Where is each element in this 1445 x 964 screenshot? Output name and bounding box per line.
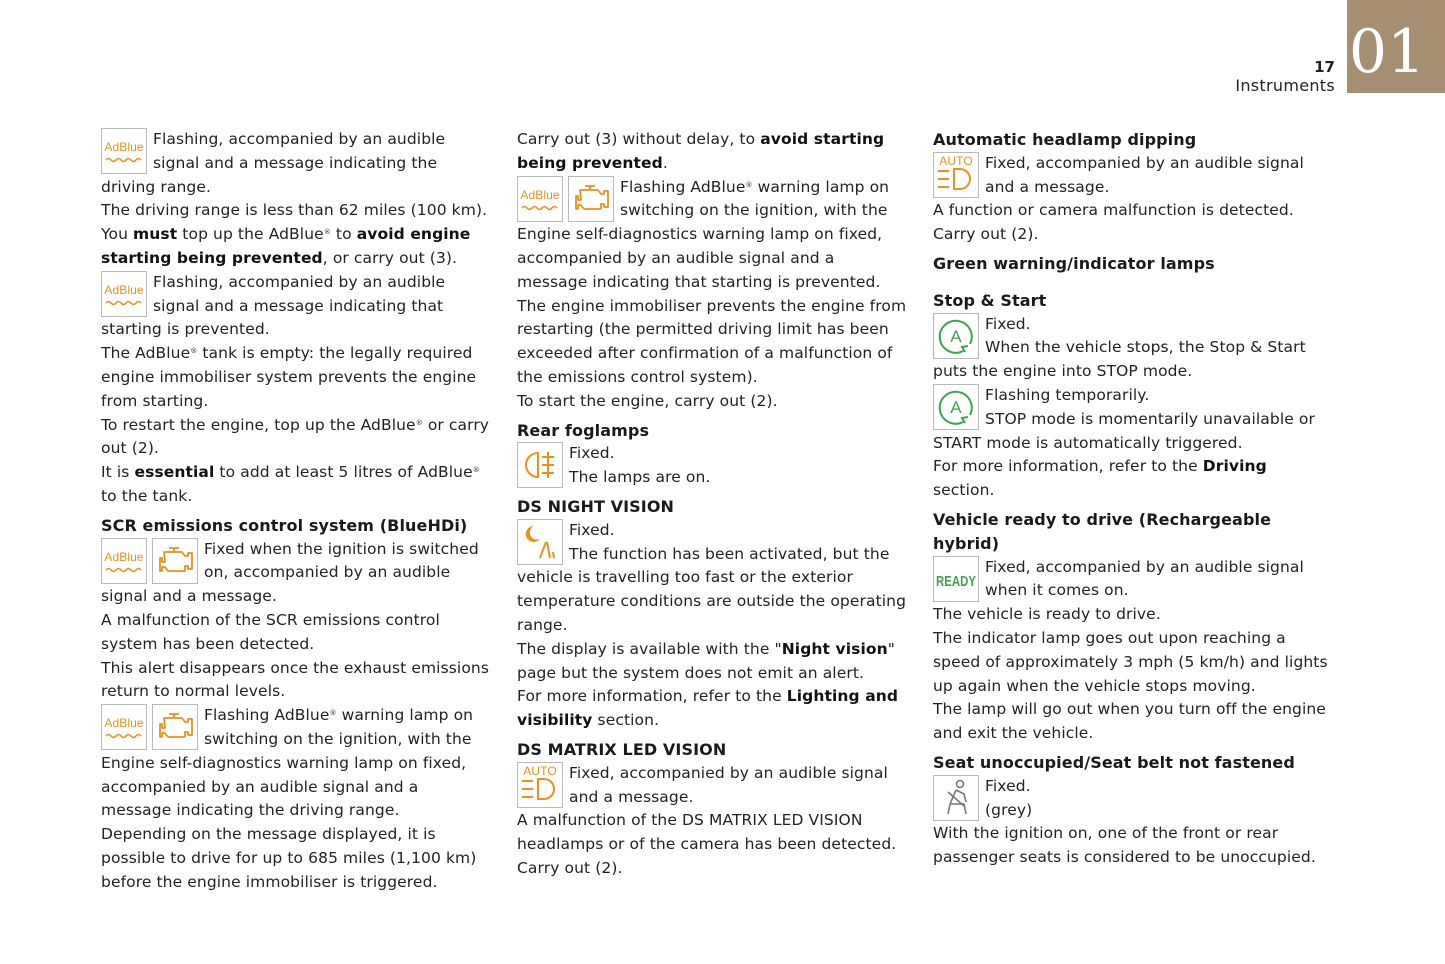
- auto-headlamp-icon: [517, 762, 563, 808]
- nv-activated-text: The function has been activated, but the vehicle is travelling too fast or the exterior temperature conditions are outside the operating range.: [517, 544, 907, 634]
- start-engine-text: To start the engine, carry out (2).: [517, 391, 778, 410]
- icon-group: [101, 704, 198, 750]
- icon-group: [101, 271, 147, 317]
- seat-belt-heading: Seat unoccupied/Seat belt not fastened: [933, 752, 1295, 772]
- adblue-engine-start-text: Flashing AdBlue® warning lamp on switching on the ignition, with the Engine self-diagnostics warning lamp on fixed, accompanied by an audible signal and a message indicating that starting is prevented.: [517, 177, 890, 291]
- ahd-carry-out-text: Carry out (2).: [933, 225, 1039, 244]
- ready-drive-text: The vehicle is ready to drive.: [933, 605, 1161, 624]
- nv-fixed-text: Fixed.: [569, 520, 615, 539]
- svg-text:AdBlue: AdBlue: [104, 716, 144, 731]
- column-3: [933, 128, 1328, 870]
- page-number: 17: [1314, 58, 1335, 76]
- adblue-icon: [101, 538, 147, 584]
- svg-text:AUTO: AUTO: [523, 763, 557, 778]
- tank-empty-text: The AdBlue® tank is empty: the legally required engine immobiliser system prevents the engine from starting.: [101, 344, 477, 410]
- ss-fixed-text: Fixed.: [985, 314, 1031, 333]
- engine-icon: [568, 176, 614, 222]
- matrix-fixed-text: Fixed, accompanied by an audible signal and a message.: [569, 763, 888, 806]
- foglamp-on-text: The lamps are on.: [569, 468, 711, 487]
- ready-turn-off-text: The lamp will go out when you turn off the engine and exit the vehicle.: [933, 700, 1326, 743]
- drive-limit-text: Depending on the message displayed, it is possible to drive for up to 685 miles (1,100 km) before the engine immobiliser is triggered.: [101, 825, 477, 891]
- scr-alert-text: This alert disappears once the exhaust emissions return to normal levels.: [101, 658, 490, 701]
- engine-icon: [152, 538, 198, 584]
- seat-grey-text: (grey): [985, 800, 1033, 819]
- matrix-malfunction-text: A malfunction of the DS MATRIX LED VISION headlamps or of the camera has been detected.: [517, 811, 897, 854]
- ahd-malfunction-text: A function or camera malfunction is detected.: [933, 201, 1294, 220]
- ready-fixed-text: Fixed, accompanied by an audible signal when it comes on.: [985, 557, 1304, 600]
- svg-text:A: A: [950, 397, 962, 417]
- nv-more-info-text: For more information, refer to the Lighting and visibility section.: [517, 687, 899, 730]
- svg-text:A: A: [950, 326, 962, 346]
- engine-icon: [152, 704, 198, 750]
- stop-start-icon: [933, 313, 979, 359]
- stop-start-icon: [933, 384, 979, 430]
- icon-group: [933, 556, 979, 602]
- icon-group: [101, 538, 198, 584]
- ss-unavailable-text: STOP mode is momentarily unavailable or START mode is automatically triggered.: [933, 409, 1315, 452]
- night-vision-heading: DS NIGHT VISION: [517, 496, 675, 516]
- adblue-icon: [101, 271, 147, 317]
- seat-unoccupied-text: With the ignition on, one of the front or rear passenger seats is considered to be unoccupied.: [933, 824, 1316, 867]
- svg-text:AdBlue: AdBlue: [104, 282, 144, 297]
- rear-foglamps-heading: Rear foglamps: [517, 420, 650, 440]
- section-name: Instruments: [1235, 76, 1335, 95]
- seat-fixed-text: Fixed.: [985, 776, 1031, 795]
- carry-out-text: Carry out (3) without delay, to avoid starting being prevented.: [517, 130, 885, 172]
- foglamp-fixed-text: Fixed.: [569, 444, 615, 463]
- ready-heading: Vehicle ready to drive (Rechargeable hybrid): [933, 509, 1272, 553]
- icon-group: [933, 775, 979, 821]
- ready-icon: [933, 556, 979, 602]
- seat-belt-icon: [933, 775, 979, 821]
- adblue-icon: [101, 704, 147, 750]
- essential-text: It is essential to add at least 5 litres of AdBlue® to the tank.: [101, 463, 480, 505]
- stop-start-heading: Stop & Start: [933, 290, 1047, 310]
- icon-group: [933, 384, 979, 430]
- matrix-led-heading: DS MATRIX LED VISION: [517, 739, 727, 759]
- icon-group: [933, 152, 979, 198]
- must-top-up-text: You must top up the AdBlue® to avoid engine starting being prevented, or carry out (3).: [101, 225, 471, 267]
- chapter-number: 01: [1348, 17, 1426, 87]
- matrix-carry-out-text: Carry out (2).: [517, 858, 623, 877]
- adblue-icon: [517, 176, 563, 222]
- ss-more-info-text: For more information, refer to the Driving section.: [933, 457, 1267, 500]
- column-1: [101, 128, 491, 895]
- scr-fixed-text: Fixed when the ignition is switched on, accompanied by an audible signal and a message.: [101, 539, 479, 606]
- scr-malfunction-text: A malfunction of the SCR emissions control system has been detected.: [101, 610, 440, 653]
- ss-stop-mode-text: When the vehicle stops, the Stop & Start puts the engine into STOP mode.: [933, 338, 1306, 381]
- adblue-icon: [101, 128, 147, 174]
- rear-foglamp-icon: [517, 442, 563, 488]
- chapter-tab: [1347, 0, 1445, 93]
- svg-text:AdBlue: AdBlue: [104, 140, 144, 154]
- column-2: [517, 128, 907, 881]
- auto-headlamp-icon: [933, 152, 979, 198]
- adblue-flash-start-text: Flashing, accompanied by an audible signal and a message indicating that starting is prevented.: [101, 272, 446, 339]
- svg-text:AdBlue: AdBlue: [104, 549, 144, 564]
- nv-display-text: The display is available with the "Night vision" page but the system does not emit an alert.: [517, 639, 896, 682]
- icon-group: [517, 519, 563, 565]
- adblue-engine-flash-text: Flashing AdBlue® warning lamp on switching on the ignition, with the Engine self-diagnostics warning lamp on fixed, accompanied by an audible signal and a message indicating the driving range.: [101, 706, 474, 820]
- icon-group: [517, 762, 563, 808]
- ss-flashing-text: Flashing temporarily.: [985, 385, 1150, 404]
- icon-group: [517, 442, 563, 488]
- immobiliser-text: The engine immobiliser prevents the engine from restarting (the permitted driving limit has been exceeded after confirmation of a malfunction of the emissions control system).: [517, 296, 907, 386]
- restart-text: To restart the engine, top up the AdBlue® or carry out (2).: [101, 415, 490, 458]
- icon-group: [101, 128, 147, 174]
- scr-heading: SCR emissions control system (BlueHDi): [101, 515, 468, 535]
- range-low-text: The driving range is less than 62 miles (100 km).: [101, 201, 488, 220]
- green-lamps-heading: Green warning/indicator lamps: [933, 253, 1215, 273]
- svg-text:AdBlue: AdBlue: [520, 187, 560, 202]
- ahd-fixed-text: Fixed, accompanied by an audible signal and a message.: [985, 153, 1304, 196]
- auto-headlamp-heading: Automatic headlamp dipping: [933, 130, 1197, 149]
- svg-text:AUTO: AUTO: [939, 153, 973, 168]
- adblue-flash-range-text: Flashing, accompanied by an audible signal and a message indicating the driving range.: [101, 130, 446, 196]
- icon-group: [517, 176, 614, 222]
- svg-text:READY: READY: [936, 572, 976, 590]
- icon-group: [933, 313, 979, 359]
- night-vision-icon: [517, 519, 563, 565]
- ready-goes-out-text: The indicator lamp goes out upon reaching a speed of approximately 3 mph (5 km/h) and lights up again when the vehicle stops moving.: [933, 628, 1328, 695]
